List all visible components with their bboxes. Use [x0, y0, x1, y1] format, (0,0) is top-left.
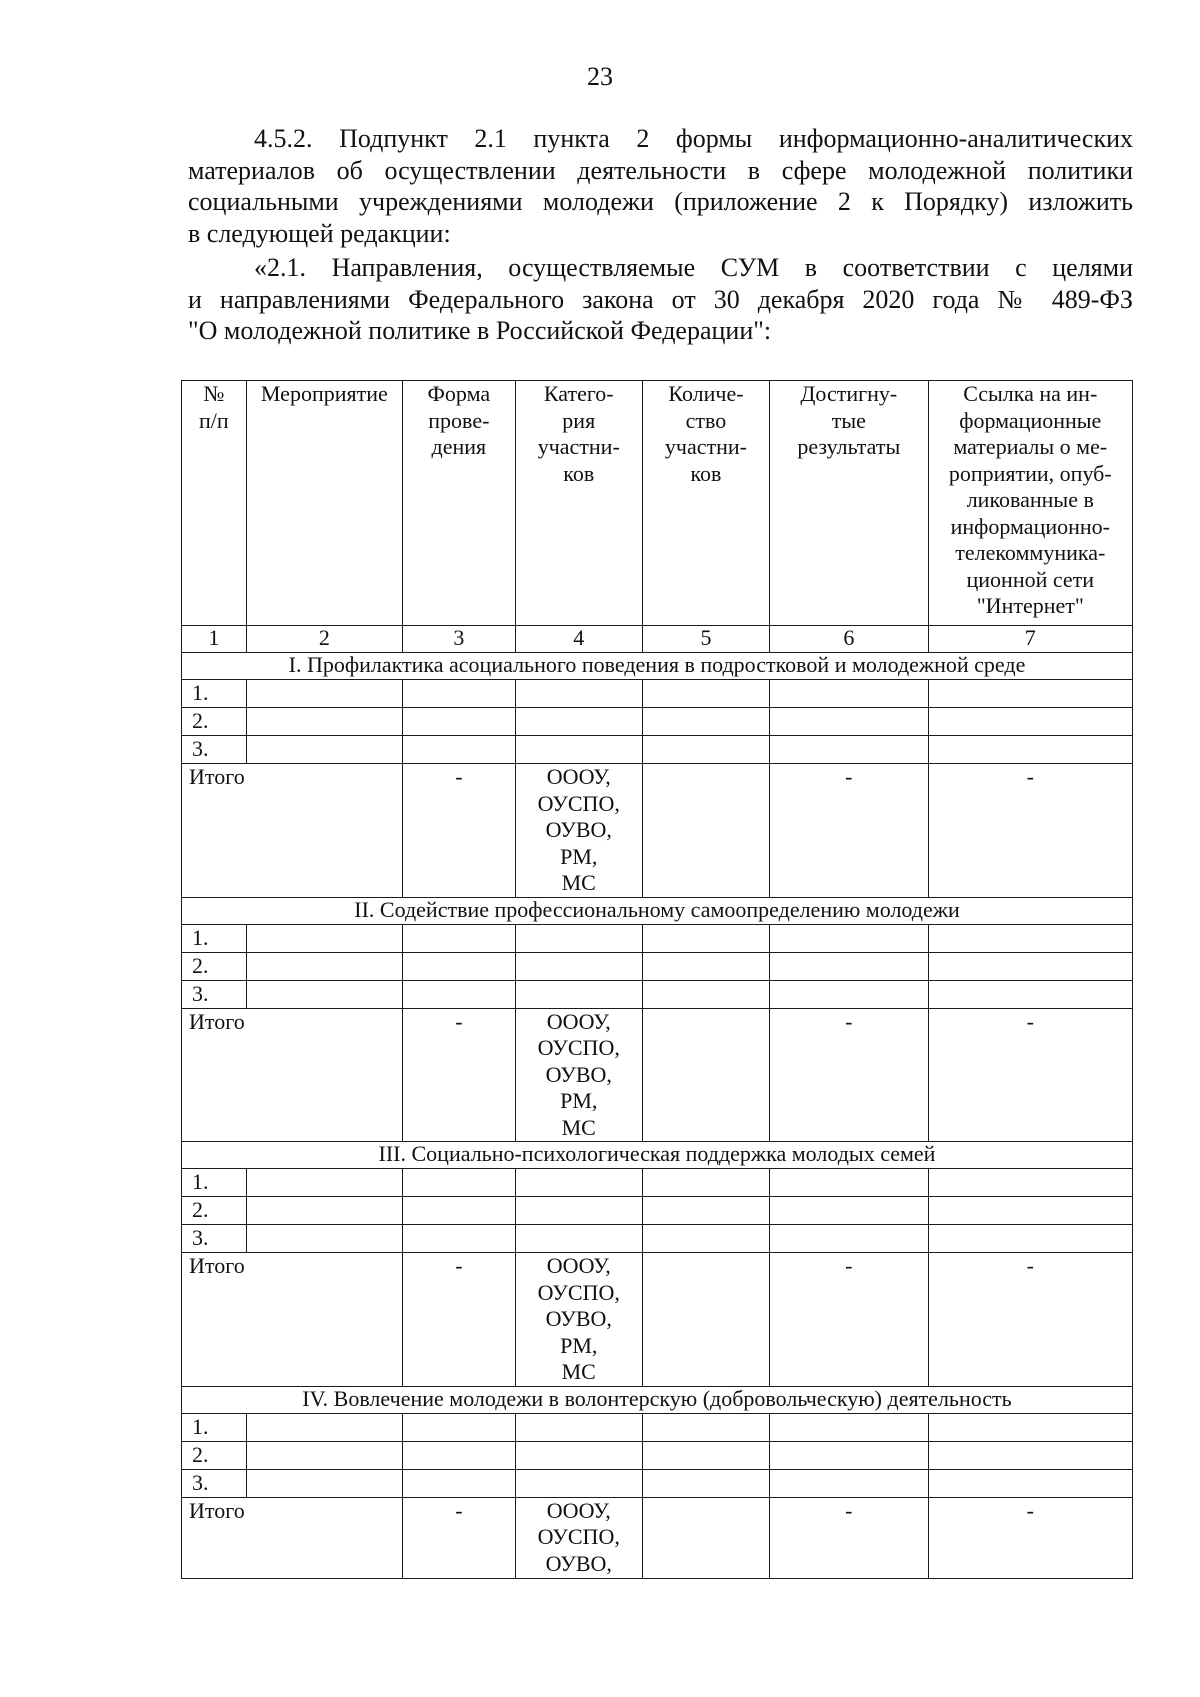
empty-cell: [642, 1169, 769, 1197]
header-cell-count: Количе- ство участни- ков: [642, 381, 769, 626]
empty-cell: [928, 708, 1132, 736]
table-row: [182, 1197, 1133, 1225]
total-form: -: [403, 1253, 516, 1387]
empty-cell: [515, 736, 642, 764]
empty-cell: [403, 1197, 516, 1225]
empty-cell: [403, 1225, 516, 1253]
empty-cell: [642, 680, 769, 708]
empty-cell: [770, 1197, 929, 1225]
empty-cell: [642, 1225, 769, 1253]
empty-cell: [515, 1469, 642, 1497]
total-form: -: [403, 764, 516, 898]
paragraph-line: "О молодежной политике в Российской Федерации":: [188, 316, 772, 345]
paragraph-line: в следующей редакции:: [188, 218, 451, 248]
empty-cell: [770, 1441, 929, 1469]
table-row: [182, 680, 1133, 708]
empty-cell: [246, 1469, 402, 1497]
total-label: Итого: [182, 764, 403, 898]
empty-cell: [403, 1441, 516, 1469]
empty-cell: [928, 1413, 1132, 1441]
total-label: Итого: [182, 1008, 403, 1142]
table-row: [182, 952, 1133, 980]
total-link: -: [928, 1497, 1132, 1578]
empty-cell: [770, 680, 929, 708]
empty-cell: [246, 680, 402, 708]
total-form: -: [403, 1497, 516, 1578]
header-cell-category: Катего- рия участни- ков: [515, 381, 642, 626]
new-wording-paragraph: [188, 252, 1133, 347]
empty-cell: [770, 1169, 929, 1197]
section-title-row: [182, 1142, 1133, 1169]
page-number: 23: [587, 62, 613, 91]
section-title-row: [182, 897, 1133, 924]
empty-cell: [515, 924, 642, 952]
total-results: -: [770, 1497, 929, 1578]
total-category: ОООУ, ОУСПО, ОУВО, РМ, МС: [515, 764, 642, 898]
total-label: Итого: [182, 1497, 403, 1578]
table-row: [182, 980, 1133, 1008]
empty-cell: [515, 1169, 642, 1197]
empty-cell: [515, 952, 642, 980]
item-number: 3.: [182, 1225, 247, 1253]
total-category: ОООУ, ОУСПО, ОУВО, РМ, МС: [515, 1008, 642, 1142]
table-row: [182, 708, 1133, 736]
empty-cell: [246, 1225, 402, 1253]
empty-cell: [246, 1169, 402, 1197]
empty-cell: [928, 1169, 1132, 1197]
item-number: 1.: [182, 1169, 247, 1197]
empty-cell: [403, 1169, 516, 1197]
empty-cell: [246, 708, 402, 736]
item-number: 2.: [182, 1441, 247, 1469]
column-number-cell: 3: [403, 626, 516, 653]
empty-cell: [642, 1413, 769, 1441]
directions-table: [181, 380, 1133, 1579]
empty-cell: [246, 1441, 402, 1469]
item-number: 3.: [182, 736, 247, 764]
item-number: 1.: [182, 680, 247, 708]
table-row: [182, 1469, 1133, 1497]
empty-cell: [515, 680, 642, 708]
empty-cell: [770, 980, 929, 1008]
column-number-cell: 2: [246, 626, 402, 653]
empty-cell: [246, 1197, 402, 1225]
item-number: 3.: [182, 980, 247, 1008]
total-row: [182, 764, 1133, 898]
empty-cell: [642, 1441, 769, 1469]
empty-cell: [515, 1225, 642, 1253]
total-count: [642, 764, 769, 898]
column-number-cell: 7: [928, 626, 1132, 653]
total-count: [642, 1008, 769, 1142]
table-row: [182, 736, 1133, 764]
total-row: [182, 1253, 1133, 1387]
item-number: 2.: [182, 708, 247, 736]
column-number-cell: 5: [642, 626, 769, 653]
header-cell-link: Ссылка на ин- формационные материалы о ме- роприятии, опуб- ликованные в информационно- телекоммуника- ционной сети "Интернет": [928, 381, 1132, 626]
total-results: -: [770, 1008, 929, 1142]
total-count: [642, 1253, 769, 1387]
empty-cell: [928, 980, 1132, 1008]
table-row: [182, 1169, 1133, 1197]
column-number-cell: 6: [770, 626, 929, 653]
empty-cell: [928, 1469, 1132, 1497]
empty-cell: [928, 1441, 1132, 1469]
empty-cell: [403, 924, 516, 952]
empty-cell: [403, 952, 516, 980]
empty-cell: [928, 736, 1132, 764]
empty-cell: [642, 708, 769, 736]
empty-cell: [642, 924, 769, 952]
empty-cell: [642, 952, 769, 980]
paragraph-line: и направлениями Федерального закона от 30 декабря 2020 года № 489-ФЗ: [188, 284, 1133, 314]
header-cell-number: № п/п: [182, 381, 247, 626]
column-number-row: [182, 626, 1133, 653]
header-cell-event: Мероприятие: [246, 381, 402, 626]
paragraph-line: социальными учреждениями молодежи (приложение 2 к Порядку) изложить: [188, 187, 1133, 216]
empty-cell: [246, 736, 402, 764]
empty-cell: [770, 924, 929, 952]
empty-cell: [515, 1441, 642, 1469]
header-cell-results: Достигну- тые результаты: [770, 381, 929, 626]
empty-cell: [770, 708, 929, 736]
empty-cell: [928, 924, 1132, 952]
empty-cell: [642, 980, 769, 1008]
total-row: [182, 1497, 1133, 1578]
empty-cell: [246, 924, 402, 952]
total-link: -: [928, 764, 1132, 898]
empty-cell: [403, 736, 516, 764]
total-count: [642, 1497, 769, 1578]
column-number-cell: 1: [182, 626, 247, 653]
empty-cell: [515, 980, 642, 1008]
empty-cell: [403, 1413, 516, 1441]
total-results: -: [770, 1253, 929, 1387]
total-results: -: [770, 764, 929, 898]
empty-cell: [928, 680, 1132, 708]
section-title: II. Содействие профессиональному самоопределению молодежи: [182, 897, 1133, 924]
section-title: I. Профилактика асоциального поведения в подростковой и молодежной среде: [182, 653, 1133, 680]
table-row: [182, 1441, 1133, 1469]
empty-cell: [928, 1197, 1132, 1225]
empty-cell: [246, 952, 402, 980]
table-header-row: [182, 381, 1133, 626]
empty-cell: [515, 1197, 642, 1225]
paragraph-line: «2.1. Направления, осуществляемые СУМ в соответствии с целями: [254, 253, 1133, 282]
item-number: 3.: [182, 1469, 247, 1497]
empty-cell: [246, 1413, 402, 1441]
empty-cell: [642, 1469, 769, 1497]
item-number: 2.: [182, 952, 247, 980]
table-row: [182, 924, 1133, 952]
section-title: III. Социально-психологическая поддержка молодых семей: [182, 1142, 1133, 1169]
empty-cell: [770, 952, 929, 980]
column-number-cell: 4: [515, 626, 642, 653]
table-row: [182, 1413, 1133, 1441]
empty-cell: [403, 708, 516, 736]
empty-cell: [928, 1225, 1132, 1253]
total-label: Итого: [182, 1253, 403, 1387]
section-title-row: [182, 653, 1133, 680]
paragraph-line: 4.5.2. Подпункт 2.1 пункта 2 формы информационно-аналитических: [254, 124, 1133, 153]
empty-cell: [642, 1197, 769, 1225]
empty-cell: [403, 980, 516, 1008]
amendment-paragraph: [188, 123, 1133, 249]
section-title: IV. Вовлечение молодежи в волонтерскую (добровольческую) деятельность: [182, 1386, 1133, 1413]
header-cell-form: Форма прове- дения: [403, 381, 516, 626]
total-category: ОООУ, ОУСПО, ОУВО,: [515, 1497, 642, 1578]
total-link: -: [928, 1253, 1132, 1387]
item-number: 1.: [182, 1413, 247, 1441]
empty-cell: [403, 1469, 516, 1497]
empty-cell: [642, 736, 769, 764]
total-row: [182, 1008, 1133, 1142]
table-row: [182, 1225, 1133, 1253]
empty-cell: [928, 952, 1132, 980]
empty-cell: [515, 1413, 642, 1441]
empty-cell: [403, 680, 516, 708]
paragraph-line: материалов об осуществлении деятельности в сфере молодежной политики: [188, 155, 1133, 185]
total-link: -: [928, 1008, 1132, 1142]
empty-cell: [770, 1225, 929, 1253]
total-form: -: [403, 1008, 516, 1142]
section-title-row: [182, 1386, 1133, 1413]
item-number: 1.: [182, 924, 247, 952]
empty-cell: [770, 736, 929, 764]
item-number: 2.: [182, 1197, 247, 1225]
empty-cell: [770, 1413, 929, 1441]
empty-cell: [246, 980, 402, 1008]
empty-cell: [770, 1469, 929, 1497]
empty-cell: [515, 708, 642, 736]
total-category: ОООУ, ОУСПО, ОУВО, РМ, МС: [515, 1253, 642, 1387]
